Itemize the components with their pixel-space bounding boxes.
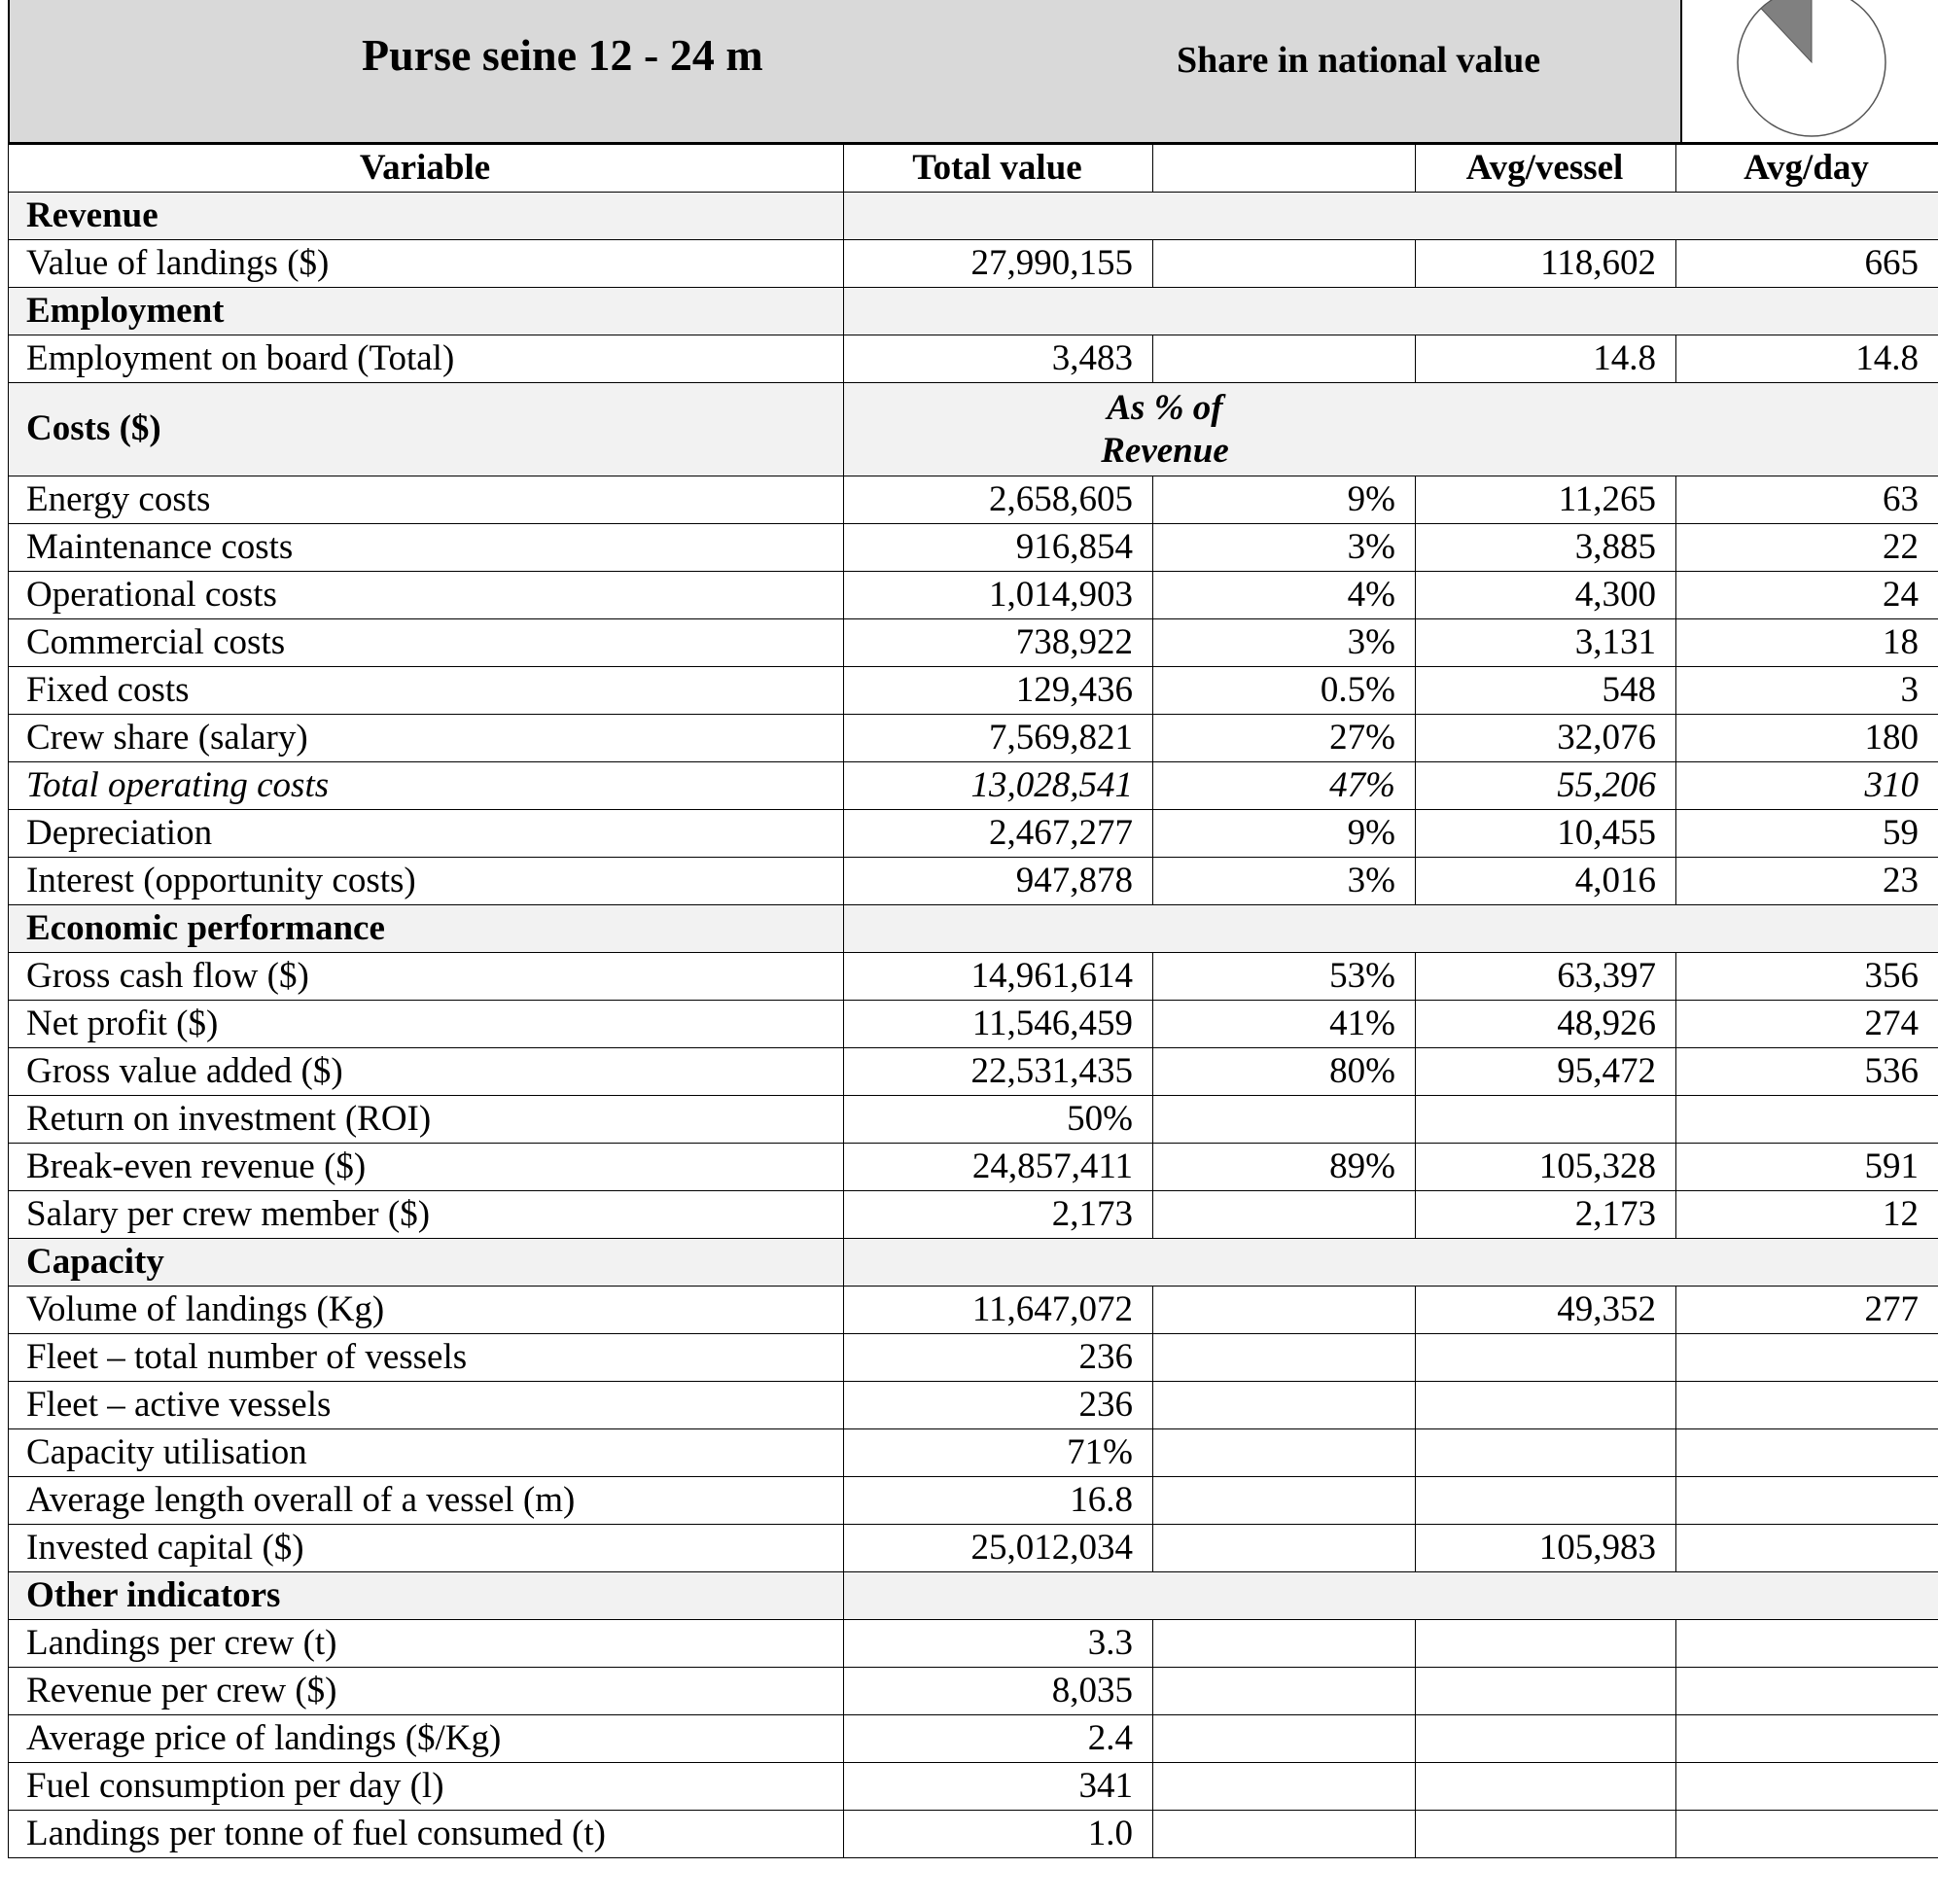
row-roi: Return on investment (ROI) 50% [9,1096,1938,1144]
section-label: Economic performance [9,905,844,953]
section-label: Other indicators [9,1572,844,1620]
col-percent [1153,145,1416,193]
as-percent-revenue-label: As % of Revenue [1101,388,1229,472]
share-pie-box [1680,0,1938,142]
row-total-operating-costs: Total operating costs 13,028,541 47% 55,206 310 [9,762,1938,810]
share-pie-chart [1682,0,1938,142]
row-fixed-costs: Fixed costs 129,436 0.5% 548 3 [9,667,1938,715]
row-landings-per-fuel: Landings per tonne of fuel consumed (t) 1.0 [9,1811,1938,1858]
row-net-profit: Net profit ($) 11,546,459 41% 48,926 274 [9,1001,1938,1048]
row-fleet-active: Fleet – active vessels 236 [9,1382,1938,1429]
segment-header [8,0,1938,144]
row-energy-costs: Energy costs 2,658,605 9% 11,265 63 [9,476,1938,524]
row-depreciation: Depreciation 2,467,277 9% 10,455 59 [9,810,1938,858]
section-label: Capacity [9,1239,844,1287]
column-header-row [9,145,1938,193]
col-total-value: Total value [844,145,1153,193]
row-crew-share: Crew share (salary) 7,569,821 27% 32,076 180 [9,715,1938,762]
section-label: Employment [9,288,844,335]
row-average-length: Average length overall of a vessel (m) 16.8 [9,1477,1938,1525]
section-capacity [9,1239,1938,1287]
row-employment-total: Employment on board (Total) 3,483 14.8 14.8 [9,335,1938,383]
row-fuel-per-day: Fuel consumption per day (l) 341 [9,1763,1938,1811]
row-break-even: Break-even revenue ($) 24,857,411 89% 105,328 591 [9,1144,1938,1191]
col-variable: Variable [9,145,844,193]
row-commercial-costs: Commercial costs 738,922 3% 3,131 18 [9,619,1938,667]
segment-title: Purse seine 12 - 24 m [362,30,763,80]
row-fleet-total: Fleet – total number of vessels 236 [9,1334,1938,1382]
row-capacity-utilisation: Capacity utilisation 71% [9,1429,1938,1477]
section-revenue [9,193,1938,240]
row-value-landings: Value of landings ($) 27,990,155 118,602 665 [9,240,1938,288]
indicator-table [8,144,1938,1858]
row-landings-per-crew: Landings per crew (t) 3.3 [9,1620,1938,1668]
row-salary-per-crew: Salary per crew member ($) 2,173 2,173 12 [9,1191,1938,1239]
section-label: Costs ($) [9,383,844,476]
row-operational-costs: Operational costs 1,014,903 4% 4,300 24 [9,572,1938,619]
row-revenue-per-crew: Revenue per crew ($) 8,035 [9,1668,1938,1715]
row-invested-capital: Invested capital ($) 25,012,034 105,983 [9,1525,1938,1572]
row-maintenance-costs: Maintenance costs 916,854 3% 3,885 22 [9,524,1938,572]
row-volume-landings: Volume of landings (Kg) 11,647,072 49,352 277 [9,1287,1938,1334]
row-gross-cash-flow: Gross cash flow ($) 14,961,614 53% 63,397 356 [9,953,1938,1001]
share-label: Share in national value [1177,40,1541,81]
section-other-indicators [9,1572,1938,1620]
section-label: Revenue [9,193,844,240]
row-interest: Interest (opportunity costs) 947,878 3% 4,016 23 [9,858,1938,905]
fleet-segment-sheet [8,0,1938,1858]
row-gross-value-added: Gross value added ($) 22,531,435 80% 95,472 536 [9,1048,1938,1096]
section-economic-performance [9,905,1938,953]
col-avg-day: Avg/day [1676,145,1938,193]
section-employment [9,288,1938,335]
section-costs [9,383,1938,476]
col-avg-vessel: Avg/vessel [1416,145,1676,193]
row-average-price: Average price of landings ($/Kg) 2.4 [9,1715,1938,1763]
